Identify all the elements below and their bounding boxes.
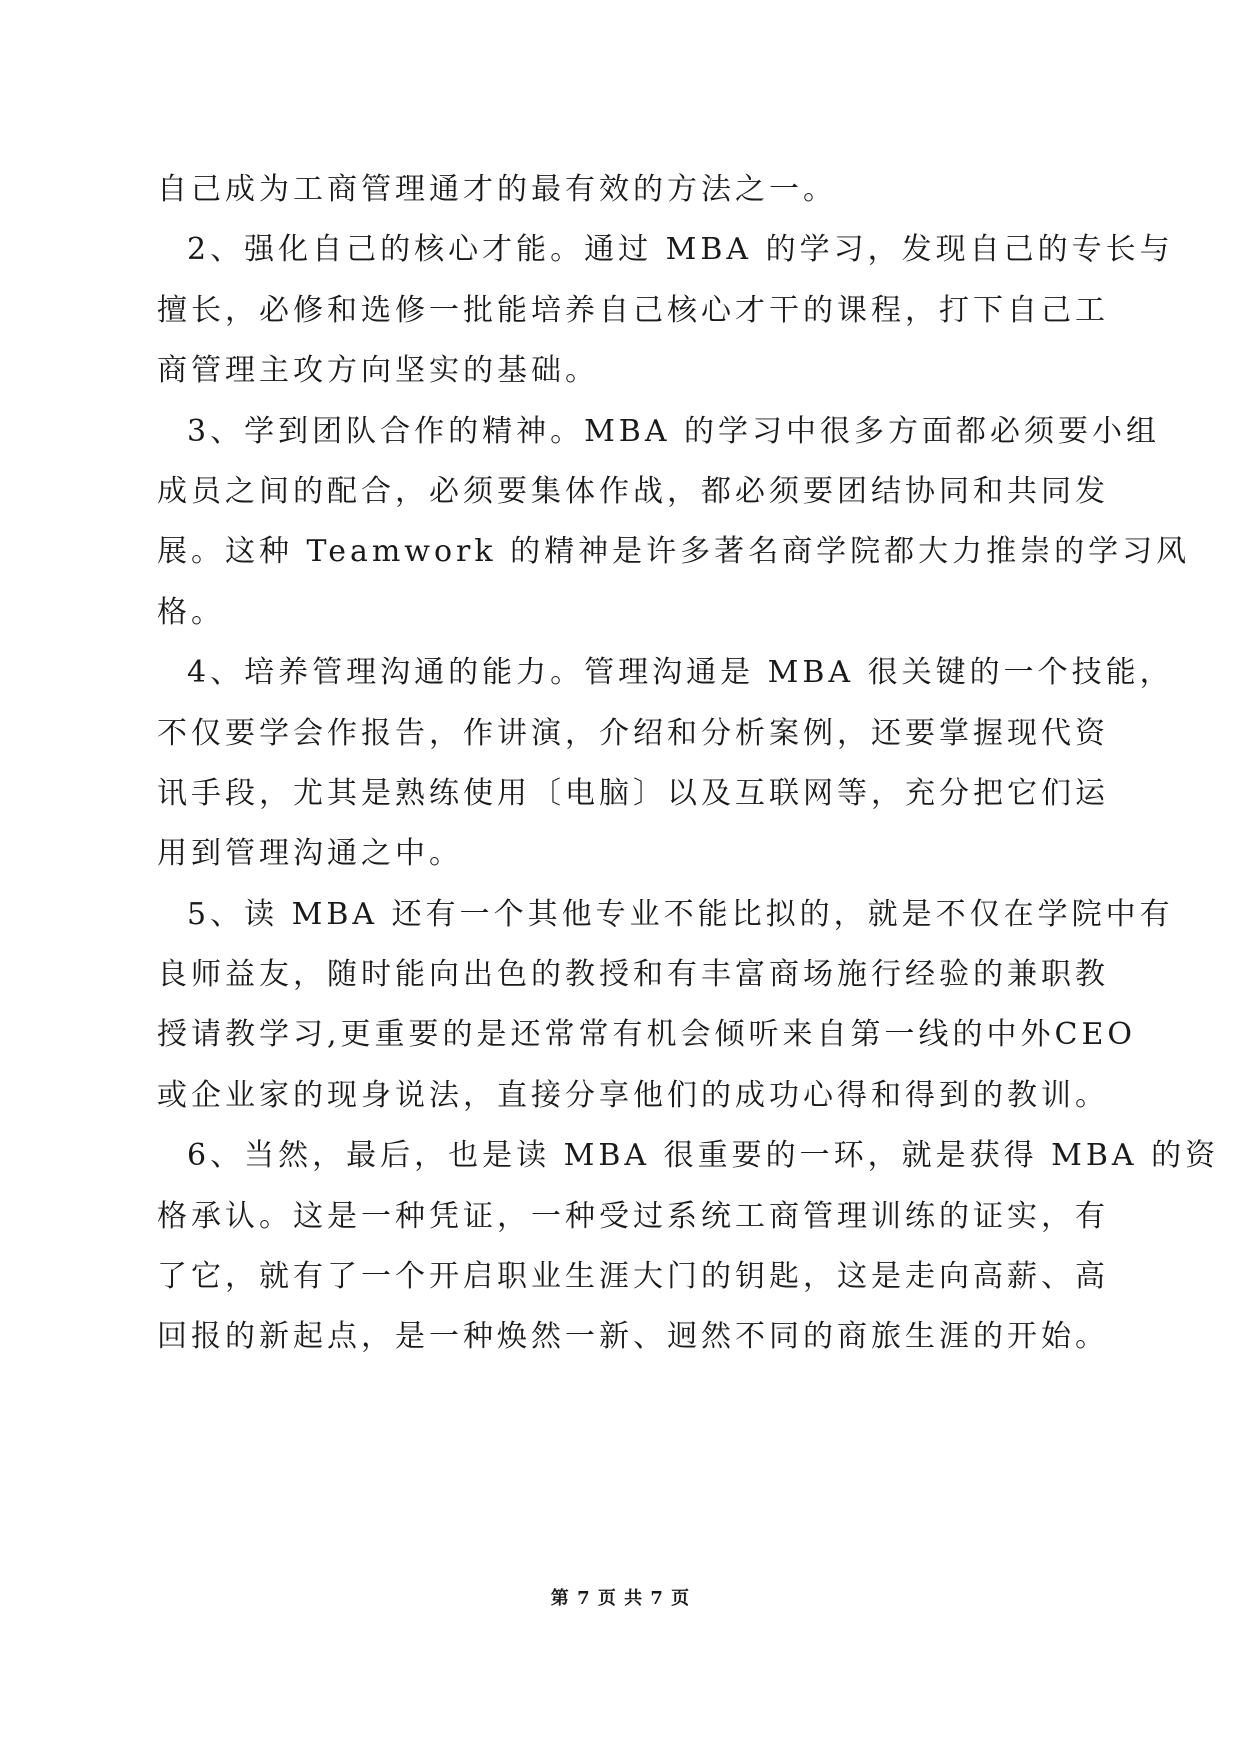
text-line: 不仅要学会作报告，作讲演，介绍和分析案例，还要掌握现代资 — [157, 715, 1109, 751]
text-line: 6、当然，最后，也是读 MBA 很重要的一环，就是获得 MBA 的资 — [187, 1138, 1220, 1174]
body-text — [157, 160, 1220, 1368]
text-line: 2、强化自己的核心才能。通过 MBA 的学习，发现自己的专长与 — [187, 232, 1174, 268]
text-line: 良师益友，随时能向出色的教授和有丰富商场施行经验的兼职教 — [157, 957, 1109, 993]
text-line: 授请教学习,更重要的是还常常有机会倾听来自第一线的中外CEO — [157, 1017, 1136, 1053]
text-line: 格。 — [157, 594, 225, 630]
text-line: 成员之间的配合，必须要集体作战，都必须要团结协同和共同发 — [157, 473, 1109, 509]
text-line: 回报的新起点，是一种焕然一新、迥然不同的商旅生涯的开始。 — [157, 1319, 1109, 1355]
text-line: 自己成为工商管理通才的最有效的方法之一。 — [157, 172, 837, 207]
text-line: 商管理主攻方向坚实的基础。 — [157, 353, 599, 389]
text-line: 展。这种 Teamwork 的精神是许多著名商学院都大力推崇的学习风 — [157, 534, 1191, 570]
text-line: 或企业家的现身说法，直接分享他们的成功心得和得到的教训。 — [157, 1077, 1109, 1113]
text-line: 擅长，必修和选修一批能培养自己核心才干的课程，打下自己工 — [157, 292, 1109, 328]
text-line: 格承认。这是一种凭证，一种受过系统工商管理训练的证实，有 — [157, 1198, 1109, 1234]
text-line: 了它，就有了一个开启职业生涯大门的钥匙，这是走向高薪、高 — [157, 1259, 1109, 1295]
page-footer: 第 7 页 共 7 页 — [550, 1588, 691, 1609]
text-line: 5、读 MBA 还有一个其他专业不能比拟的，就是不仅在学院中有 — [187, 896, 1174, 932]
text-line: 3、学到团队合作的精神。MBA 的学习中很多方面都必须要小组 — [187, 413, 1161, 449]
text-line: 用到管理沟通之中。 — [157, 836, 463, 872]
text-line: 讯手段，尤其是熟练使用〔电脑〕以及互联网等，充分把它们运 — [157, 775, 1109, 811]
text-line: 4、培养管理沟通的能力。管理沟通是 MBA 很关键的一个技能， — [187, 655, 1174, 691]
